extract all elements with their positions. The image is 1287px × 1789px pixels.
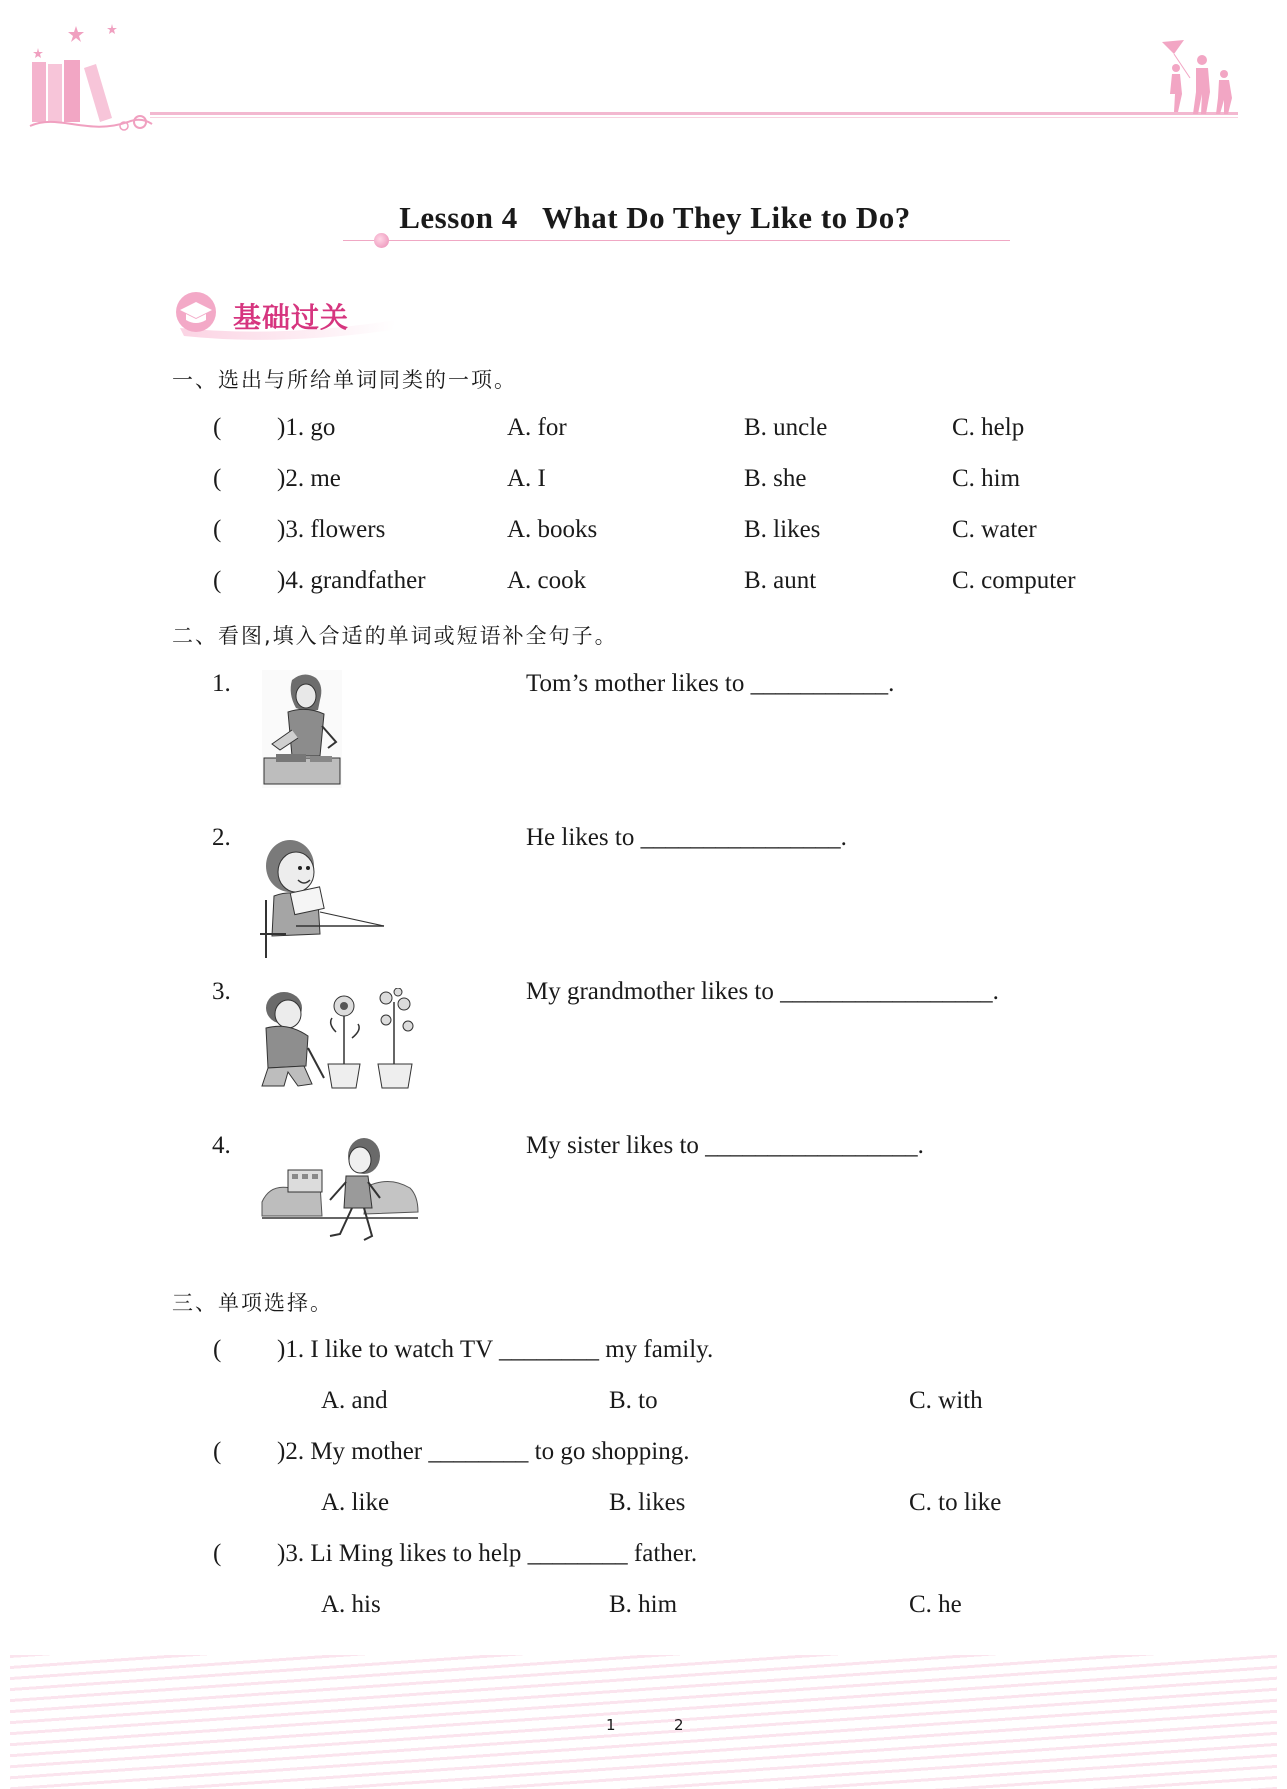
fill-in-sentence[interactable]: Tom’s mother likes to ___________.: [526, 670, 895, 697]
option-b: B. to: [609, 1387, 658, 1414]
picture-question-number: 4.: [212, 1132, 231, 1159]
title-underline: [343, 240, 1010, 241]
header-family-kite-silhouette: [1160, 38, 1240, 118]
option-a: A. like: [321, 1489, 390, 1516]
question-stem: )2. me: [277, 465, 341, 492]
option-c: C. he: [909, 1591, 962, 1618]
fill-in-sentence[interactable]: My sister likes to _________________.: [526, 1132, 924, 1159]
fill-in-sentence[interactable]: He likes to ________________.: [526, 824, 847, 851]
page-number-left: 1: [606, 1716, 616, 1734]
option-a: A. I: [507, 465, 546, 492]
option-b: B. uncle: [744, 414, 828, 441]
answer-bracket[interactable]: (: [213, 516, 222, 543]
section-badge-text: 基础过关: [233, 301, 350, 334]
page-number-right: 2: [674, 1716, 684, 1734]
title-bullet-dot: [374, 233, 389, 248]
option-a: A. books: [507, 516, 598, 543]
option-c: C. help: [952, 414, 1025, 441]
header-rule-thin: [150, 117, 1238, 118]
option-b: B. him: [609, 1591, 678, 1618]
option-c: C. him: [952, 465, 1021, 492]
answer-bracket[interactable]: (: [213, 414, 222, 441]
question-stem: )2. My mother ________ to go shopping.: [277, 1438, 690, 1465]
option-a: A. for: [507, 414, 567, 441]
woman-cooking-picture: [262, 670, 342, 788]
question-stem: )1. go: [277, 414, 336, 441]
footer-striped-band: [10, 1655, 1277, 1789]
part1-heading: 一、选出与所给单词同类的一项。: [172, 368, 517, 392]
option-a: A. and: [321, 1387, 388, 1414]
question-stem: )1. I like to watch TV ________ my family.: [277, 1336, 714, 1363]
answer-bracket[interactable]: (: [213, 465, 222, 492]
option-b: B. likes: [744, 516, 821, 543]
option-a: A. cook: [507, 567, 587, 594]
question-stem: )4. grandfather: [277, 567, 426, 594]
answer-bracket[interactable]: (: [213, 1438, 222, 1465]
question-stem: )3. flowers: [277, 516, 386, 543]
option-b: B. she: [744, 465, 807, 492]
girl-walking-to-school-picture: [260, 1136, 420, 1250]
header-books-logo: [28, 18, 158, 133]
part2-heading: 二、看图,填入合适的单词或短语补全句子。: [172, 624, 618, 648]
picture-question-number: 2.: [212, 824, 231, 851]
fill-in-sentence[interactable]: My grandmother likes to _________________.: [526, 978, 999, 1005]
question-stem: )3. Li Ming likes to help ________ father.: [277, 1540, 698, 1567]
grandmother-watering-flowers-picture: [258, 988, 424, 1092]
option-c: C. computer: [952, 567, 1076, 594]
option-c: C. to like: [909, 1489, 1002, 1516]
lesson-title: Lesson 4 What Do They Like to Do?: [399, 200, 911, 235]
option-a: A. his: [321, 1591, 381, 1618]
picture-question-number: 3.: [212, 978, 231, 1005]
part3-heading: 三、单项选择。: [172, 1291, 333, 1315]
answer-bracket[interactable]: (: [213, 567, 222, 594]
answer-bracket[interactable]: (: [213, 1540, 222, 1567]
answer-bracket[interactable]: (: [213, 1336, 222, 1363]
boy-reading-picture: [256, 830, 386, 962]
header-rule: [150, 112, 1238, 115]
option-c: C. water: [952, 516, 1037, 543]
picture-question-number: 1.: [212, 670, 231, 697]
option-c: C. with: [909, 1387, 983, 1414]
option-b: B. aunt: [744, 567, 817, 594]
option-b: B. likes: [609, 1489, 686, 1516]
